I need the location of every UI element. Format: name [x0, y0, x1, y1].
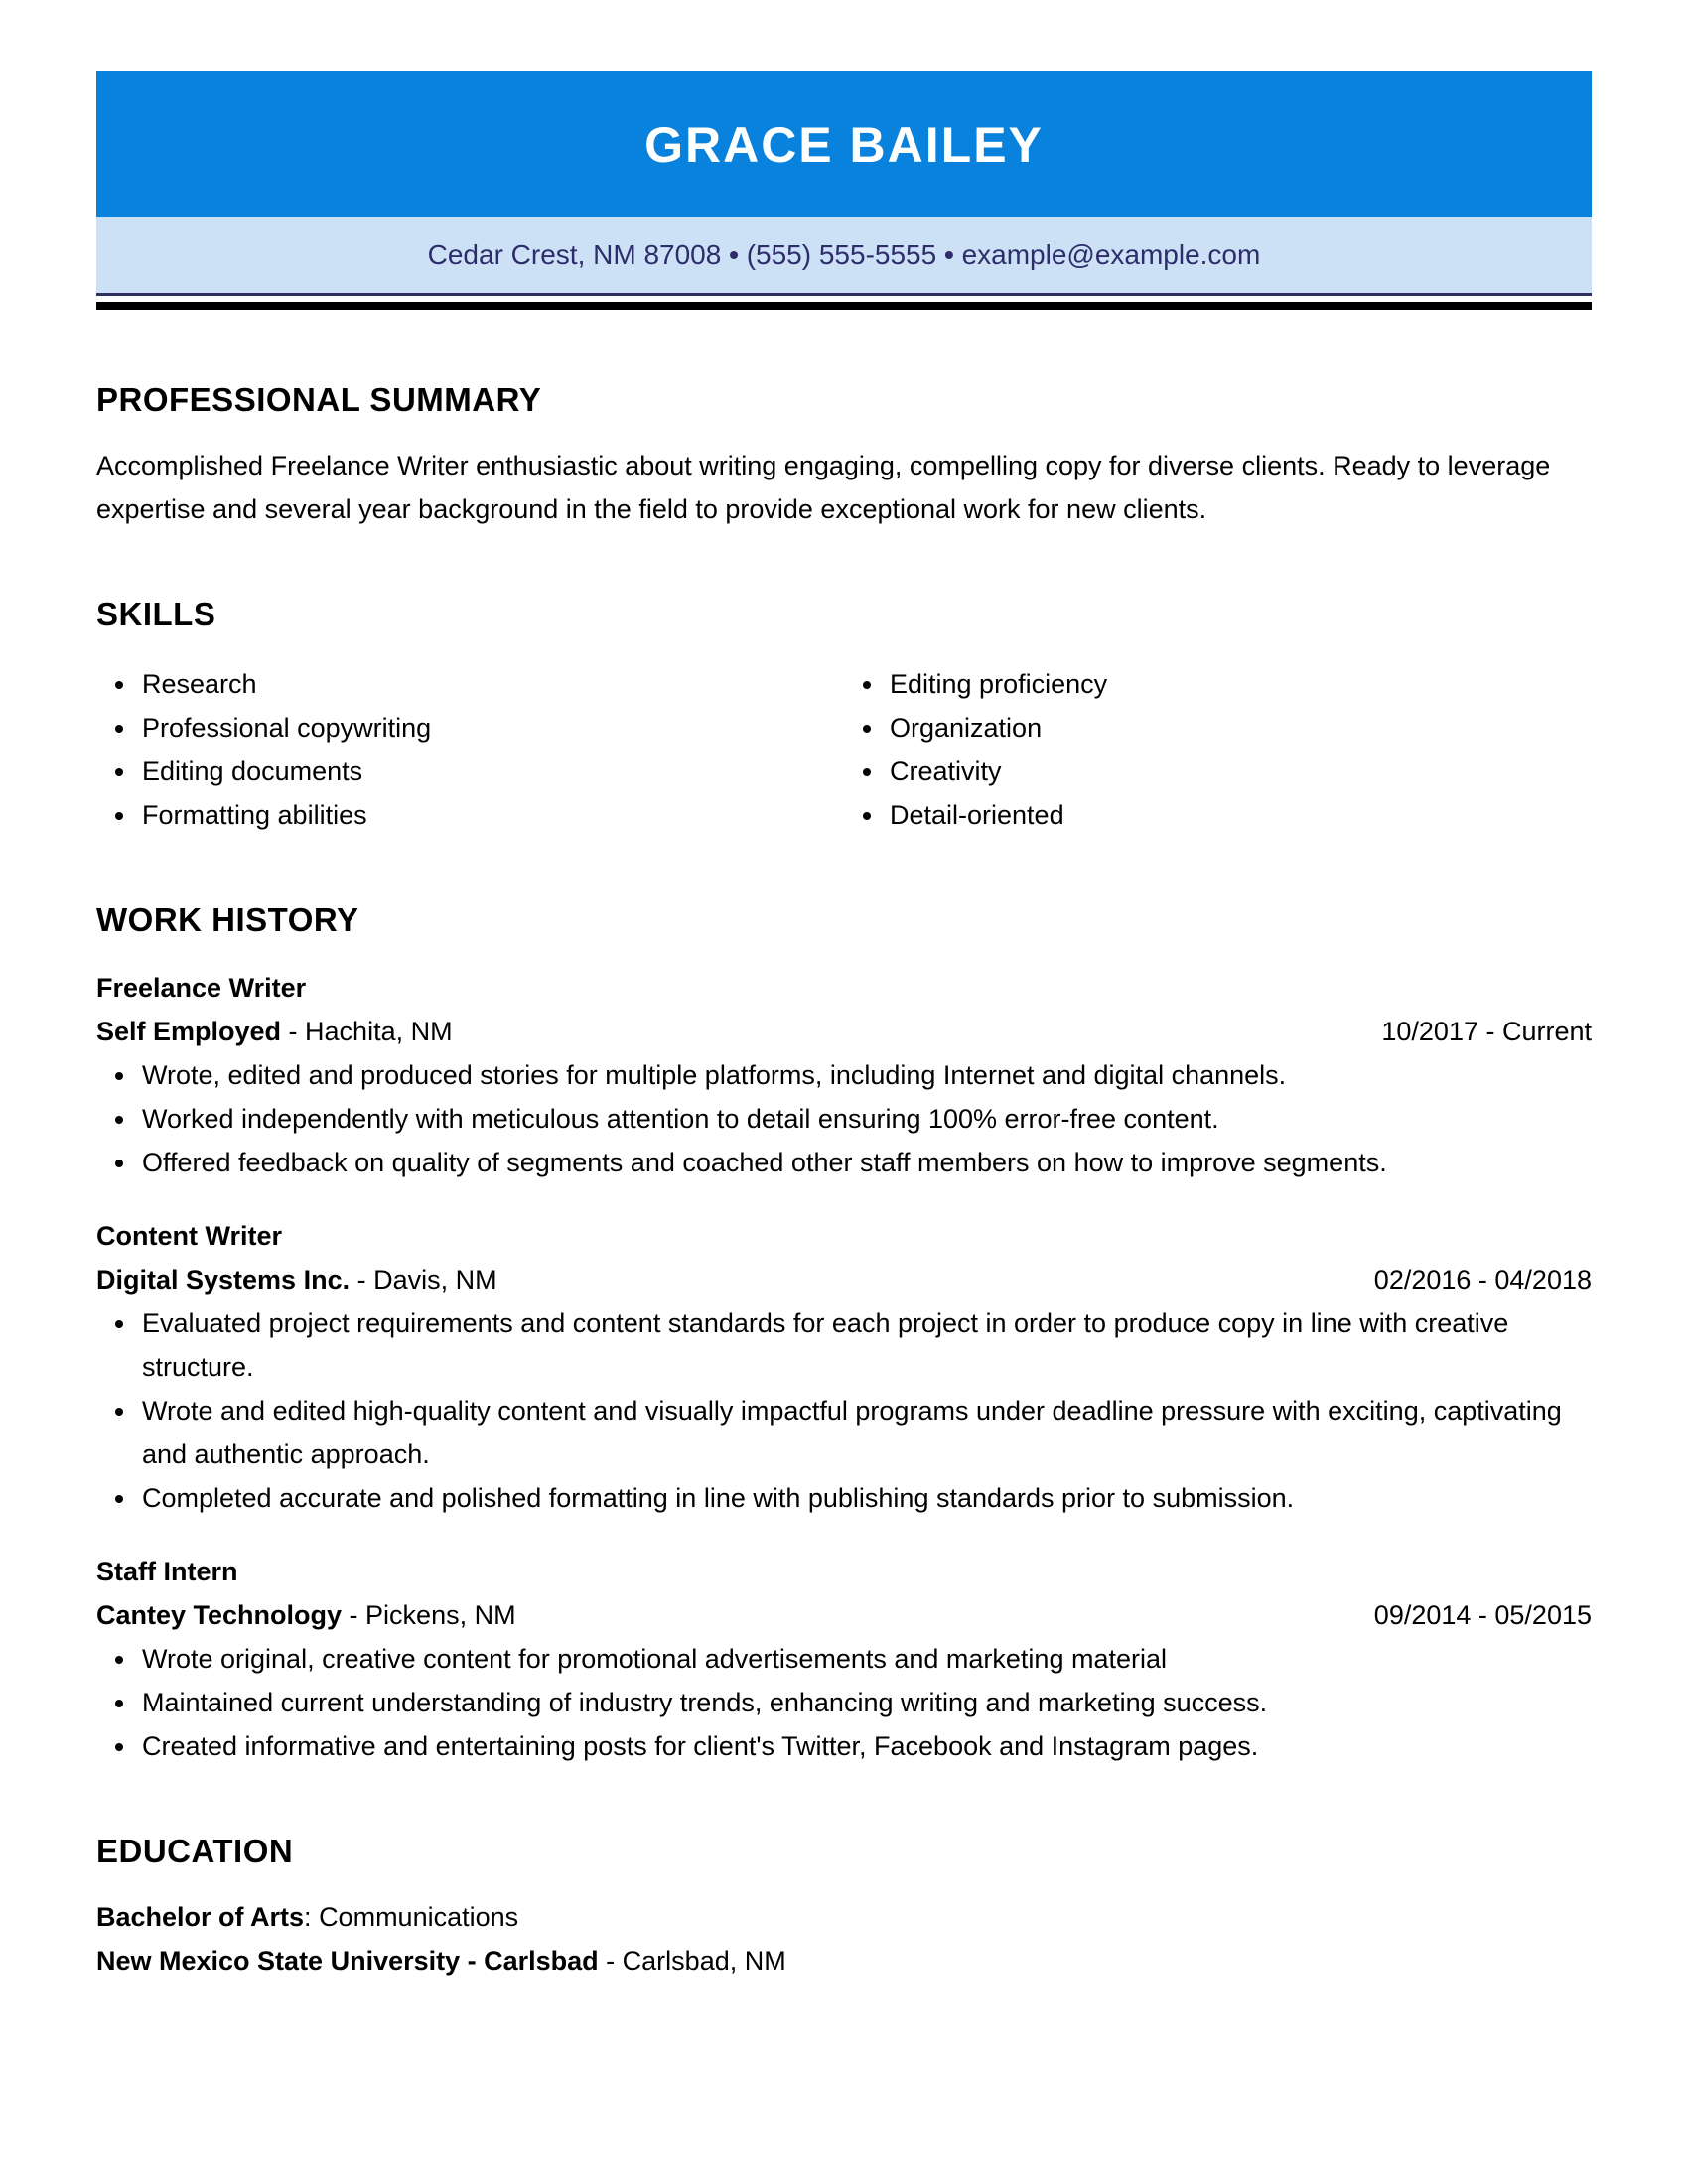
employer-location-separator: -: [342, 1600, 366, 1630]
education-degree-line: [96, 1895, 1592, 1939]
job-bullet: • Wrote and edited high-quality content and visually impactful programs under deadline pressure with exciting, captivating and authentic approach.: [138, 1389, 1592, 1476]
job-bullet-list: [96, 1053, 1592, 1184]
skills-column-right: [844, 662, 1592, 837]
job-title: Content Writer: [96, 1221, 282, 1251]
skill-item: • Organization: [886, 706, 1592, 750]
job-bullet-list: [96, 1637, 1592, 1768]
skill-item: • Formatting abilities: [138, 793, 844, 837]
skill-item: • Editing proficiency: [886, 662, 1592, 706]
resume-header: [0, 71, 1688, 310]
job-bullet: • Wrote, edited and produced stories for multiple platforms, including Internet and digital channels.: [138, 1053, 1592, 1097]
job-dates: 02/2016 - 04/2018: [1373, 1265, 1592, 1295]
skill-item: • Detail-oriented: [886, 793, 1592, 837]
job-employer-line: [96, 1593, 1592, 1637]
skill-item: • Creativity: [886, 750, 1592, 793]
job-employer-line: [96, 1010, 1592, 1053]
job-bullet: • Completed accurate and polished formatting in line with publishing standards prior to submission.: [138, 1476, 1592, 1520]
job-entry: [96, 1550, 1592, 1768]
job-bullet: • Created informative and entertaining posts for client's Twitter, Facebook and Instagram pages.: [138, 1724, 1592, 1768]
section-work-history: [96, 900, 1592, 1768]
education-school-line: [96, 1939, 1592, 1982]
job-employer: Digital Systems Inc.: [96, 1265, 351, 1295]
skills-heading: SKILLS: [96, 596, 216, 632]
employer-location-separator: -: [350, 1265, 374, 1295]
job-employer: Cantey Technology: [96, 1600, 343, 1630]
job-dates: 09/2014 - 05/2015: [1373, 1600, 1592, 1630]
job-bullet: • Worked independently with meticulous attention to detail ensuring 100% error-free content.: [138, 1097, 1592, 1141]
contact-banner: [96, 217, 1592, 296]
degree-name: Bachelor of Arts: [96, 1902, 305, 1932]
contact-location: Cedar Crest, NM 87008: [427, 239, 722, 270]
summary-text: Accomplished Freelance Writer enthusiastic about writing engaging, compelling copy for diverse clients. Ready to leverage expertise and several year background in the field to provide exceptional work for new clients.: [96, 451, 1551, 524]
employer-location-separator: -: [281, 1017, 306, 1046]
education-heading: EDUCATION: [96, 1833, 294, 1869]
school-location: Carlsbad, NM: [622, 1946, 786, 1976]
job-location: Hachita, NM: [305, 1017, 453, 1046]
job-entry: [96, 1214, 1592, 1520]
contact-separator: •: [936, 239, 962, 270]
section-skills: [96, 595, 1592, 837]
job-title: Staff Intern: [96, 1557, 238, 1586]
contact-line: [428, 241, 1261, 269]
school-separator: -: [598, 1946, 623, 1976]
candidate-name: GRACE BAILEY: [644, 116, 1044, 173]
skill-item: • Editing documents: [138, 750, 844, 793]
job-employer: Self Employed: [96, 1017, 282, 1046]
contact-email: example@example.com: [961, 239, 1261, 270]
job-title: Freelance Writer: [96, 973, 307, 1003]
degree-separator: :: [304, 1902, 320, 1932]
section-professional-summary: [96, 380, 1592, 531]
skill-item: • Research: [138, 662, 844, 706]
job-dates: 10/2017 - Current: [1381, 1017, 1592, 1046]
skills-columns: [96, 662, 1592, 837]
resume-body: [96, 380, 1592, 1982]
summary-heading: PROFESSIONAL SUMMARY: [96, 381, 542, 418]
section-education: [96, 1832, 1592, 1982]
job-location: Davis, NM: [373, 1265, 497, 1295]
work-history-heading: WORK HISTORY: [96, 901, 359, 938]
contact-phone: (555) 555-5555: [746, 239, 937, 270]
contact-separator: •: [721, 239, 747, 270]
job-bullet: • Offered feedback on quality of segments and coached other staff members on how to improve segments.: [138, 1141, 1592, 1184]
school-name: New Mexico State University - Carlsbad: [96, 1946, 599, 1976]
job-entry: [96, 966, 1592, 1184]
job-location: Pickens, NM: [365, 1600, 516, 1630]
job-bullet: • Maintained current understanding of industry trends, enhancing writing and marketing success.: [138, 1681, 1592, 1724]
skills-column-left: [96, 662, 844, 837]
header-divider-rule: [96, 302, 1592, 310]
job-employer-line: [96, 1258, 1592, 1301]
job-bullet: • Evaluated project requirements and content standards for each project in order to produce copy in line with creative structure.: [138, 1301, 1592, 1389]
degree-detail: Communications: [319, 1902, 519, 1932]
name-banner: [96, 71, 1592, 217]
skill-item: • Professional copywriting: [138, 706, 844, 750]
job-bullet: • Wrote original, creative content for promotional advertisements and marketing material: [138, 1637, 1592, 1681]
job-bullet-list: [96, 1301, 1592, 1520]
